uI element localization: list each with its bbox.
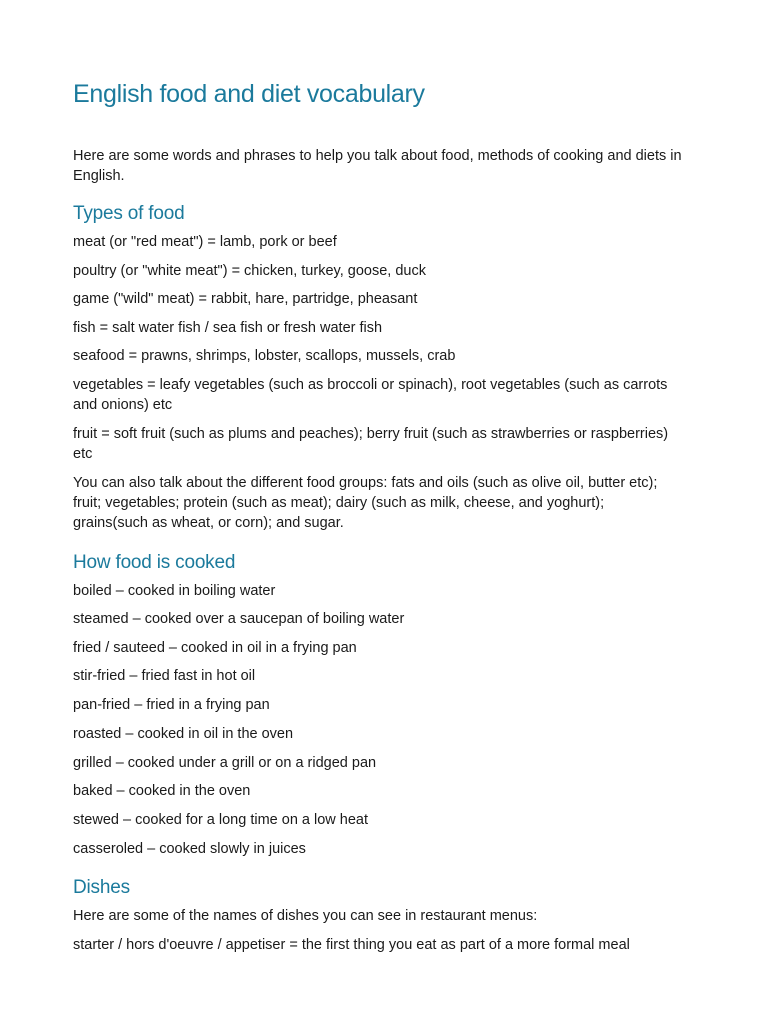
types-of-food-item: meat (or "red meat") = lamb, pork or beef: [73, 234, 337, 250]
cooking-method-item: grilled – cooked under a grill or on a ridged pan: [73, 755, 377, 771]
cooking-method-item: casseroled – cooked slowly in juices: [73, 841, 306, 857]
dish-item: starter / hors d'oeuvre / appetiser = the first thing you eat as part of a more formal meal: [73, 937, 630, 953]
types-of-food-item: fish = salt water fish / sea fish or fresh water fish: [73, 320, 383, 336]
types-of-food-heading: Types of food: [73, 203, 185, 224]
intro-paragraph: Here are some words and phrases to help you talk about food, methods of cooking and diets in English.: [73, 148, 682, 184]
food-groups-paragraph: You can also talk about the different food groups: fats and oils (such as olive oil, butter etc); fruit; vegetables; protein (such as meat); dairy (such as milk, cheese, and yoghurt); grains(such as wheat, or corn); and sugar.: [73, 475, 658, 531]
cooking-method-item: roasted – cooked in oil in the oven: [73, 726, 294, 742]
cooking-method-item: pan-fried – fried in a frying pan: [73, 697, 270, 713]
dishes-heading: Dishes: [73, 877, 130, 898]
types-of-food-item: game ("wild" meat) = rabbit, hare, partridge, pheasant: [73, 291, 418, 307]
types-of-food-item: fruit = soft fruit (such as plums and peaches); berry fruit (such as strawberries or raspberries) etc: [73, 426, 669, 462]
page-title: English food and diet vocabulary: [73, 80, 425, 108]
cooking-method-item: fried / sauteed – cooked in oil in a frying pan: [73, 640, 357, 656]
cooking-method-item: stir-fried – fried fast in hot oil: [73, 668, 256, 684]
types-of-food-item: poultry (or "white meat") = chicken, turkey, goose, duck: [73, 263, 426, 279]
how-food-is-cooked-heading: How food is cooked: [73, 552, 236, 573]
cooking-method-item: stewed – cooked for a long time on a low heat: [73, 812, 369, 828]
dishes-intro: Here are some of the names of dishes you can see in restaurant menus:: [73, 908, 538, 924]
cooking-method-item: steamed – cooked over a saucepan of boiling water: [73, 611, 405, 627]
cooking-method-item: boiled – cooked in boiling water: [73, 583, 276, 599]
types-of-food-item: seafood = prawns, shrimps, lobster, scallops, mussels, crab: [73, 348, 456, 364]
cooking-method-item: baked – cooked in the oven: [73, 783, 251, 799]
types-of-food-item: vegetables = leafy vegetables (such as broccoli or spinach), root vegetables (such as carrots and onions) etc: [73, 377, 668, 413]
